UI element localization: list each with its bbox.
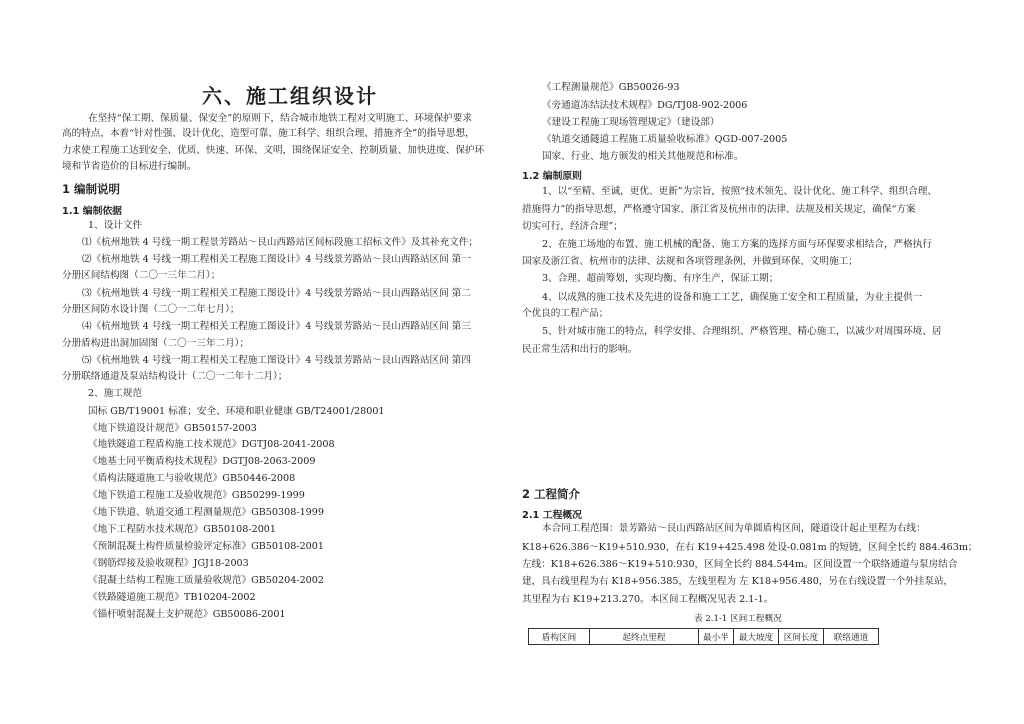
design-doc-line: ⑷《杭州地铁 4 号线一期工程相关工程施工图设计》4 号线景芳路站～艮山西路站区间 第三 <box>82 321 471 332</box>
spec-line: 《混凝土结构工程施工质量验收规范》GB50204-2002 <box>88 575 324 586</box>
spec-line: 《锚杆喷射混凝土支护规范》GB50086-2001 <box>88 609 286 620</box>
overview-line: 建，具右线里程为右 K18+956.385，左线里程为 左 K18+956.480，另在右线设置一个外挂泵站， <box>522 576 954 587</box>
intro-line: 在坚持“保工期、保质量、保安全”的原则下，结合城市地铁工程对文明施工、环境保护要求 <box>88 113 472 124</box>
overview-line: 左线：K18+626.386～K19+510.930，区间全长约 884.544m。区间设置一个联络通道与泵房结合 <box>522 559 958 570</box>
spec-line: 《地下铁道设计规范》GB50157-2003 <box>88 423 257 434</box>
spec-line: 《地下工程防水技术规范》GB50108-2001 <box>88 524 277 535</box>
spec-line: 《旁通道冻结法技术规程》DG/TJ08-902-2006 <box>542 100 748 111</box>
spec-line: 《盾构法隧道施工与验收规范》GB50446-2008 <box>88 473 296 484</box>
principle-line: 措施得力”的指导思想，严格遵守国家、浙江省及杭州市的法律、法规及相关规定，确保“方案 <box>522 204 916 215</box>
design-doc-line: 分册区间防水设计图（二〇一二年七月）； <box>62 304 240 315</box>
principle-line: 2、在施工场地的布置、施工机械的配备、施工方案的选择方面与环保要求相结合，严格执行 <box>542 239 932 250</box>
table-header-cell: 起终点里程 <box>590 629 699 645</box>
design-docs-label: 1、设计文件 <box>88 220 143 231</box>
spec-line: 《轨道交通隧道工程施工质量验收标准》QGD-007-2005 <box>542 134 788 145</box>
table-header-cell: 联络通道 <box>824 629 879 645</box>
design-doc-line: ⑵《杭州地铁 4 号线一期工程相关工程施工图设计》4 号线景芳路站～艮山西路站区间 第一 <box>82 254 471 265</box>
principle-line: 切实可行，经济合理”； <box>522 221 623 232</box>
design-doc-line: ⑴《杭州地铁 4 号线一期工程景芳路站～艮山西路站区间标段施工招标文件》及其补充文件； <box>82 237 478 248</box>
principle-line: 个优良的工程产品； <box>522 308 609 319</box>
principle-line: 1、以“至精、至诚，更优、更新”为宗旨，按照“技术领先、设计优化、施工科学、组织合理、 <box>542 186 937 197</box>
principle-line: 民正常生活和出行的影响。 <box>522 344 638 355</box>
subsection-heading-1-1: 1.1 编制依据 <box>62 206 122 217</box>
spec-line: 《地基土同平衡盾构技术规程》DGTJ08-2063-2009 <box>88 456 316 467</box>
spec-line: 《铁路隧道施工规范》TB10204-2002 <box>88 592 256 603</box>
spec-line: 国标 GB/T19001 标准；安全、环境和职业健康 GB/T24001/28001 <box>88 406 385 417</box>
design-doc-line: ⑶《杭州地铁 4 号线一期工程相关工程施工图设计》4 号线景芳路站～艮山西路站区间 第二 <box>82 288 471 299</box>
design-doc-line: 分册联络通道及泵站结构设计（二〇一二年十二月）； <box>62 371 288 382</box>
subsection-heading-1-2: 1.2 编制原则 <box>522 171 582 182</box>
spec-line: 《地铁隧道工程盾构施工技术规范》DGTJ08-2041-2008 <box>88 439 335 450</box>
overview-line: K18+626.386～K19+510.930，在右 K19+425.498 处设-0.081m 的短链，区间全长约 884.463m； <box>522 542 978 553</box>
design-doc-line: 分册盾构进出洞加固图（二〇一三年二月）； <box>62 338 250 349</box>
section-heading-2: 2 工程简介 <box>522 487 581 501</box>
principle-line: 4、以成熟的施工技术及先进的设备和施工工艺，确保施工安全和工程质量，为业主提供一 <box>542 292 923 303</box>
specs-label: 2、施工规范 <box>88 388 143 399</box>
design-doc-line: 分册区间结构图（二〇一三年二月）； <box>62 270 221 281</box>
table-header-cell: 区间长度 <box>779 629 824 645</box>
table-header-cell: 盾构区间 <box>529 629 590 645</box>
overview-line: 本合同工程范围：景芳路站～艮山西路站区间为单圆盾构区间，隧道设计起止里程为右线： <box>542 523 926 534</box>
spec-line: 《预制混凝土构件质量检验评定标准》GB50108-2001 <box>88 541 324 552</box>
spec-line: 《地下铁道工程施工及验收规范》GB50299-1999 <box>88 490 305 501</box>
spec-line: 《建设工程施工现场管理规定》（建设部） <box>542 117 720 128</box>
intro-line: 力求使工程施工达到安全、优质、快速、环保、文明，围绕保证安全、控制质量、加快进度、保护环 <box>62 145 485 156</box>
overview-line: 其里程为右 K19+213.270。本区间工程概况见表 2.1-1。 <box>522 594 774 605</box>
table-header-cell: 最大坡度 <box>734 629 779 645</box>
intro-line: 境和节省造价的目标进行编制。 <box>62 161 197 172</box>
table-caption: 表 2.1-1 区间工程概况 <box>694 614 782 624</box>
intro-line: 高的特点，本着“针对性强、设计优化、造型可靠、施工科学、组织合理、措施齐全”的指导思想， <box>62 128 475 139</box>
design-doc-line: ⑸《杭州地铁 4 号线一期工程相关工程施工图设计》4 号线景芳路站～艮山西路站区间 第四 <box>82 355 471 366</box>
page-title: 六、施工组织设计 <box>202 84 378 108</box>
spec-line: 《工程测量规范》GB50026-93 <box>542 82 680 93</box>
section-heading-1: 1 编制说明 <box>62 182 121 196</box>
principle-line: 5、针对城市施工的特点，科学安排、合理组织、严格管理、精心施工，以减少对周围环境、居 <box>542 326 942 337</box>
spec-line: 《地下铁道、轨道交通工程测量规范》GB50308-1999 <box>88 507 324 518</box>
overview-table <box>528 628 879 645</box>
table-header-row <box>529 629 879 645</box>
spec-line: 《钢筋焊接及验收规程》JGJ18-2003 <box>88 558 249 569</box>
principle-line: 3、合理、超前筹划，实现均衡、有序生产，保证工期； <box>542 273 779 284</box>
table-header-cell: 最小半 <box>699 629 734 645</box>
spec-line: 国家、行业、地方颁发的相关其他规范和标准。 <box>542 151 744 162</box>
subsection-heading-2-1: 2.1 工程概况 <box>522 510 582 521</box>
principle-line: 国家及浙江省、杭州市的法律、法规和各项管理条例，并做到环保、文明施工； <box>522 256 858 267</box>
